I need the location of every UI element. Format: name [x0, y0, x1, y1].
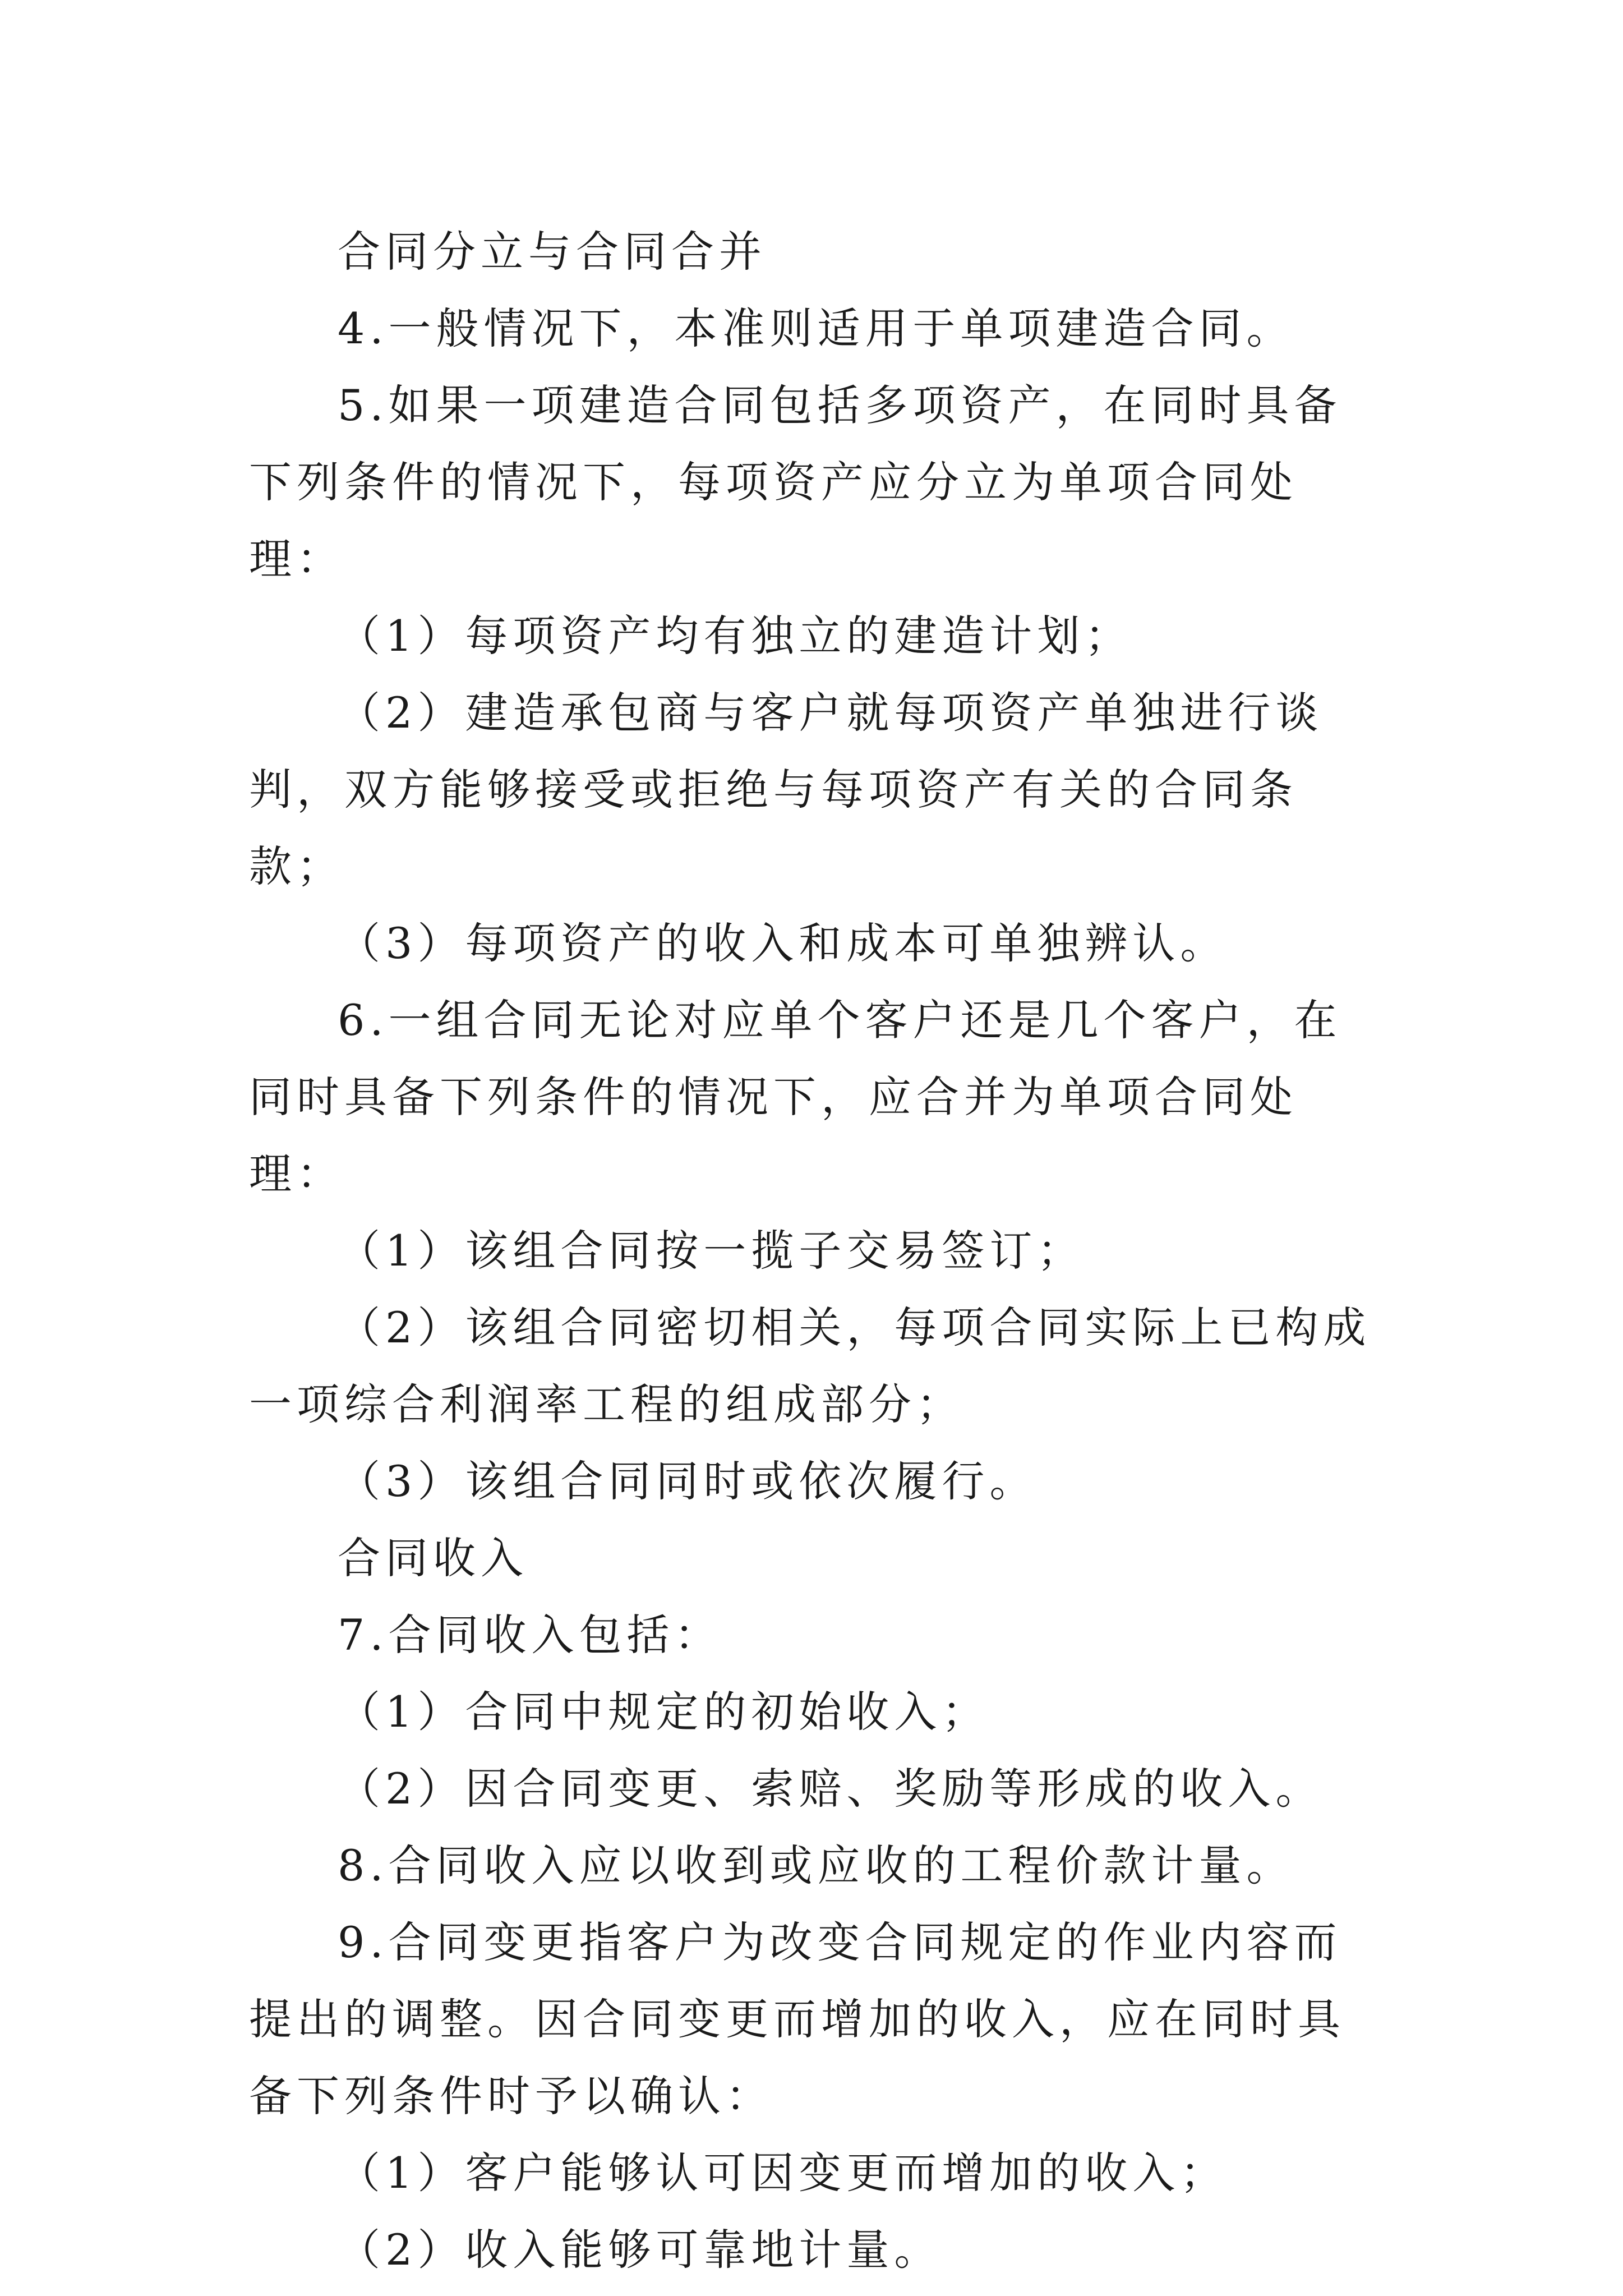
paragraph-5-item-3: （3）每项资产的收入和成本可单独辨认。 [338, 918, 1228, 968]
paragraph-5-item-2: （2）建造承包商与客户就每项资产单独进行谈判，双方能够接受或拒绝与每项资产有关的合同条款； [249, 688, 1324, 891]
paragraph-6-item-2: （2）该组合同密切相关，每项合同实际上已构成一项综合利润率工程的组成部分； [249, 1303, 1371, 1429]
paragraph-9: 9.合同变更指客户为改变合同规定的作业内容而提出的调整。因合同变更而增加的收入，应在同时具备下列条件时予以确认： [249, 1917, 1345, 2121]
paragraph-5: 5.如果一项建造合同包括多项资产，在同时具备下列条件的情况下，每项资产应分立为单项合同处理： [249, 380, 1342, 584]
paragraph-6-item-1: （1）该组合同按一揽子交易签订； [338, 1226, 1085, 1276]
paragraph-6: 6.一组合同无论对应单个客户还是几个客户，在同时具备下列条件的情况下，应合并为单项合同处理： [249, 995, 1342, 1199]
paragraph-4: 4.一般情况下，本准则适用于单项建造合同。 [338, 303, 1294, 353]
paragraph-8: 8.合同收入应以收到或应收的工程价款计量。 [338, 1841, 1294, 1890]
paragraph-7-item-1: （1）合同中规定的初始收入； [338, 1687, 990, 1737]
document-body [249, 213, 1374, 2288]
section-heading-contract-split-merge: 合同分立与合同合并 [338, 227, 767, 277]
paragraph-5-item-1: （1）每项资产均有独立的建造计划； [338, 611, 1133, 661]
paragraph-9-item-2: （2）收入能够可靠地计量。 [338, 2225, 942, 2275]
paragraph-9-item-1: （1）客户能够认可因变更而增加的收入； [338, 2148, 1228, 2198]
paragraph-7-item-2: （2）因合同变更、索赔、奖励等形成的收入。 [338, 1764, 1324, 1814]
paragraph-6-item-3: （3）该组合同同时或依次履行。 [338, 1456, 1038, 1506]
section-heading-contract-revenue: 合同收入 [338, 1533, 528, 1583]
paragraph-7: 7.合同收入包括： [338, 1610, 722, 1660]
